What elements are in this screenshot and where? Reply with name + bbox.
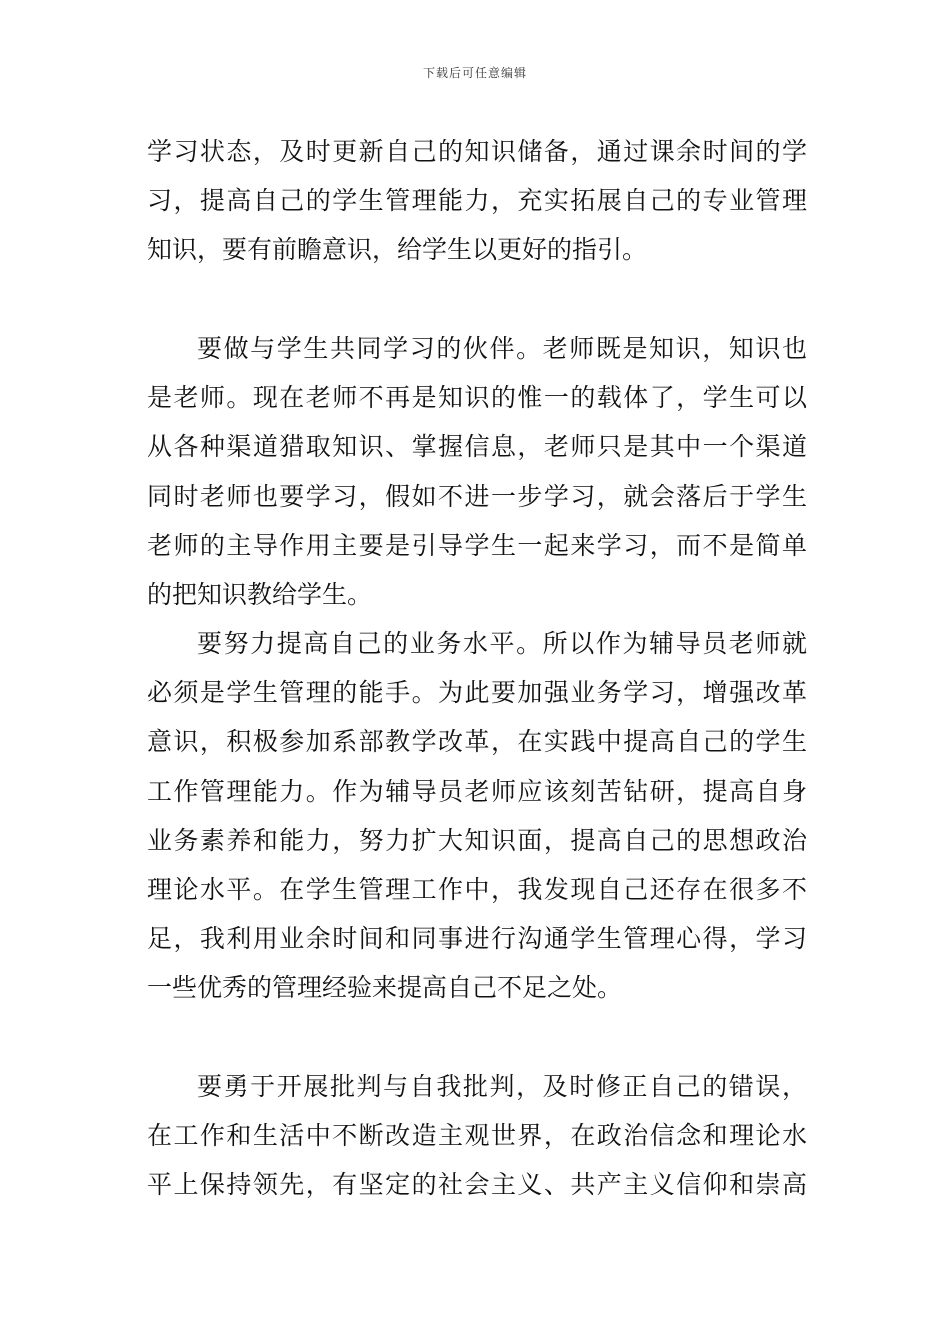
paragraph-line: 要勇于开展批判与自我批判，及时修正自己的错误， <box>197 1072 807 1101</box>
paragraph-line: 要做与学生共同学习的伙伴。老师既是知识，知识也 <box>197 334 807 363</box>
paragraph-line: 意识，积极参加系部教学改革，在实践中提高自己的学生 <box>147 727 807 757</box>
page-header: 下载后可任意编辑 <box>422 66 527 80</box>
paragraph-line: 一些优秀的管理经验来提高自己不足之处。 <box>147 973 623 1003</box>
paragraph-line: 业务素养和能力，努力扩大知识面，提高自己的思想政治 <box>147 825 807 855</box>
paragraph-line: 学习状态，及时更新自己的知识储备，通过课余时间的学 <box>147 137 807 166</box>
paragraph-4 <box>147 1062 807 1210</box>
paragraph-line: 老师的主导作用主要是引导学生一起来学习，而不是简单 <box>147 530 807 560</box>
paragraph-line: 知识，要有前瞻意识，给学生以更好的指引。 <box>147 235 648 265</box>
paragraph-line: 要努力提高自己的业务水平。所以作为辅导员老师就 <box>197 629 807 658</box>
paragraph-line: 的把知识教给学生。 <box>147 579 373 609</box>
paragraph-line: 是老师。现在老师不再是知识的惟一的载体了，学生可以 <box>147 383 807 413</box>
paragraph-line: 工作管理能力。作为辅导员老师应该刻苦钻研，提高自身 <box>147 776 807 806</box>
paragraph-line: 理论水平。在学生管理工作中，我发现自己还存在很多不 <box>147 874 807 904</box>
paragraph-3 <box>147 619 807 1013</box>
paragraph-1 <box>147 127 807 275</box>
paragraph-line: 同时老师也要学习，假如不进一步学习，就会落后于学生 <box>147 481 807 511</box>
paragraph-line: 足，我利用业余时间和同事进行沟通学生管理心得，学习 <box>147 924 807 954</box>
paragraph-line: 必须是学生管理的能手。为此要加强业务学习，增强改革 <box>147 678 807 708</box>
paragraph-2 <box>147 324 807 619</box>
paragraph-line: 平上保持领先，有坚定的社会主义、共产主义信仰和崇高 <box>147 1170 807 1200</box>
paragraph-line: 在工作和生活中不断改造主观世界，在政治信念和理论水 <box>147 1121 807 1151</box>
paragraph-line: 从各种渠道猎取知识、掌握信息，老师只是其中一个渠道 <box>147 432 807 462</box>
paragraph-line: 习，提高自己的学生管理能力，充实拓展自己的专业管理 <box>147 186 807 216</box>
